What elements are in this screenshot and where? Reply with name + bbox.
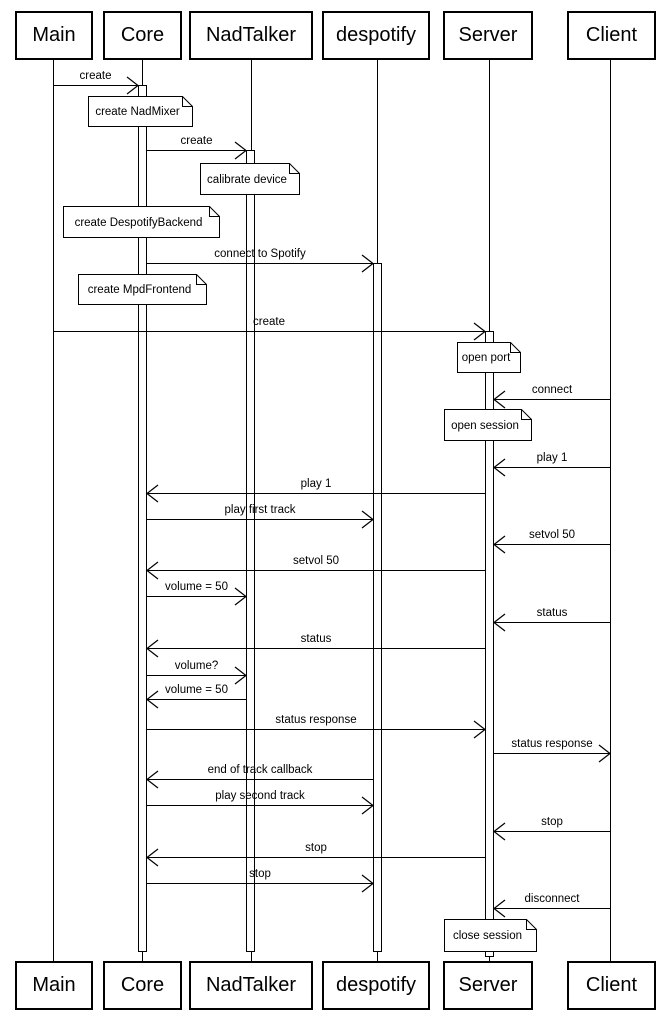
note-label: create DespotifyBackend — [74, 216, 203, 229]
message-line-setvol-50 — [147, 570, 485, 571]
arrowhead-left-icon — [493, 612, 506, 634]
message-label-play-first-track: play first track — [224, 504, 296, 516]
arrowhead-right-icon — [598, 743, 611, 765]
arrowhead-left-icon — [493, 534, 506, 556]
arrowhead-left-icon — [146, 638, 159, 660]
message-label-create: create — [253, 316, 285, 328]
message-line-connect-to-spotify — [147, 263, 373, 264]
arrowhead-right-icon — [361, 795, 374, 817]
note-open-port — [457, 342, 521, 373]
message-line-create — [53, 331, 485, 332]
message-line-play-second-track — [147, 805, 373, 806]
message-line-end-of-track-callback — [147, 779, 373, 780]
message-line-stop — [147, 883, 373, 884]
arrowhead-right-icon — [473, 321, 486, 343]
participant-top-core: Core — [103, 11, 182, 60]
message-line-connect — [494, 399, 610, 400]
participant-top-server: Server — [443, 11, 533, 60]
note-create-despotifybackend — [63, 206, 220, 238]
message-label-connect-to-spotify: connect to Spotify — [214, 248, 306, 260]
message-line-volume-50 — [147, 699, 246, 700]
participant-top-client: Client — [567, 11, 656, 60]
message-line-play-1 — [147, 493, 485, 494]
message-label-stop: stop — [541, 816, 563, 828]
participant-bottom-despotify: despotify — [322, 961, 430, 1010]
arrowhead-left-icon — [493, 898, 506, 920]
message-label-volume-50: volume = 50 — [165, 684, 228, 696]
message-line-volume — [147, 675, 246, 676]
activation-nadtalker — [246, 150, 255, 952]
message-label-stop: stop — [249, 868, 271, 880]
arrowhead-left-icon — [146, 689, 159, 711]
message-line-status-response — [494, 753, 610, 754]
message-line-play-1 — [494, 467, 610, 468]
message-label-play-second-track: play second track — [215, 790, 305, 802]
message-label-setvol-50: setvol 50 — [292, 555, 340, 567]
message-label-status-response: status response — [511, 738, 593, 750]
message-label-status-response: status response — [275, 714, 357, 726]
arrowhead-left-icon — [146, 560, 159, 582]
message-label-disconnect: disconnect — [524, 893, 580, 905]
note-calibrate-device — [200, 163, 300, 195]
note-label: open port — [461, 352, 511, 364]
arrowhead-right-icon — [234, 140, 247, 162]
message-line-volume-50 — [147, 596, 246, 597]
lifeline-main — [53, 60, 54, 961]
note-open-session — [444, 409, 532, 441]
note-label: calibrate device — [207, 173, 287, 186]
arrowhead-left-icon — [146, 769, 159, 791]
participant-bottom-client: Client — [567, 961, 656, 1010]
participant-top-despotify: despotify — [322, 11, 430, 60]
message-label-end-of-track-callback: end of track callback — [207, 764, 313, 776]
message-label-play-1: play 1 — [536, 452, 568, 464]
message-line-create — [147, 150, 246, 151]
participant-bottom-main: Main — [15, 961, 93, 1010]
note-create-nadmixer — [88, 96, 193, 127]
arrowhead-right-icon — [361, 873, 374, 895]
note-close-session — [444, 919, 537, 952]
note-label: close session — [452, 930, 523, 942]
participant-top-main: Main — [15, 11, 93, 60]
message-label-setvol-50: setvol 50 — [528, 529, 576, 541]
message-label-connect: connect — [531, 384, 573, 396]
participant-bottom-server: Server — [443, 961, 533, 1010]
note-label: open session — [451, 419, 519, 432]
participant-bottom-core: Core — [103, 961, 182, 1010]
arrowhead-left-icon — [146, 847, 159, 869]
message-label-create: create — [180, 135, 213, 147]
message-line-status-response — [147, 729, 485, 730]
note-create-mpdfrontend — [78, 274, 207, 305]
message-line-stop — [147, 857, 485, 858]
note-label: create MpdFrontend — [87, 284, 192, 296]
message-label-status: status — [536, 607, 568, 619]
arrowhead-left-icon — [146, 483, 159, 505]
message-line-setvol-50 — [494, 544, 610, 545]
message-label-volume: volume? — [174, 660, 219, 672]
message-label-create: create — [79, 70, 112, 82]
message-line-play-first-track — [147, 519, 373, 520]
message-line-disconnect — [494, 908, 610, 909]
participant-bottom-nadtalker: NadTalker — [189, 961, 313, 1010]
message-label-stop: stop — [305, 842, 327, 854]
arrowhead-right-icon — [234, 586, 247, 608]
message-label-play-1: play 1 — [300, 478, 332, 490]
message-line-status — [147, 648, 485, 649]
arrowhead-right-icon — [361, 509, 374, 531]
message-line-status — [494, 622, 610, 623]
message-line-stop — [494, 831, 610, 832]
arrowhead-right-icon — [361, 253, 374, 275]
arrowhead-left-icon — [493, 389, 506, 411]
participant-top-nadtalker: NadTalker — [189, 11, 313, 60]
message-label-status: status — [300, 633, 332, 645]
arrowhead-right-icon — [126, 75, 139, 97]
note-label: create NadMixer — [95, 106, 180, 118]
message-label-volume-50: volume = 50 — [165, 581, 228, 593]
arrowhead-left-icon — [493, 457, 506, 479]
arrowhead-left-icon — [493, 821, 506, 843]
